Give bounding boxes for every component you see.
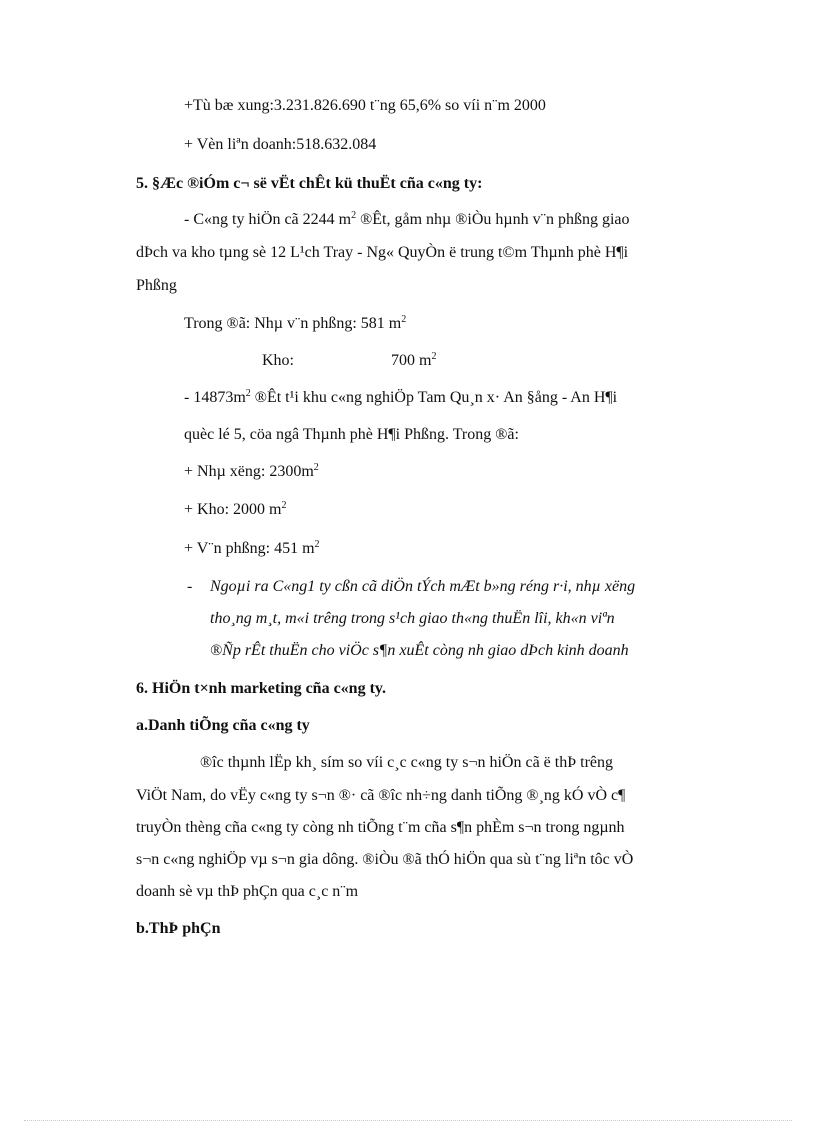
reputation-paragraph-line-1: ®îc thµnh lËp kh¸ sím so víi c¸c c«ng ty s¬n hiÖn cã ë thÞ trêng — [200, 754, 613, 771]
list-item-warehouse — [184, 500, 286, 520]
industrial-land-line-1 — [184, 388, 617, 408]
office-area-line — [184, 314, 406, 334]
superscript: 2 — [314, 539, 320, 550]
paragraph-area-line-3: Phßng — [136, 277, 177, 294]
list-item-warehouse-text: + Kho: 2000 m — [184, 501, 282, 518]
superscript: 2 — [431, 351, 437, 362]
warehouse-label: Kho: — [262, 352, 294, 369]
italic-paragraph-line-3: ®Ñp rÊt thuËn cho viÖc s¶n xuÊt còng nh giao dÞch kinh doanh — [210, 642, 629, 659]
list-item-office — [184, 539, 320, 559]
paragraph-area-line-2: dÞch va kho tµng sè 12 L¹ch Tray - Ng« QuyÒn ë trung t©m Thµnh phè H¶i — [136, 244, 629, 261]
italic-paragraph-line-1: Ngoµi ra C«ng1 ty cßn cã diÖn tÝch mÆt b»ng réng r·i, nhµ xëng — [210, 578, 636, 595]
text-line-von-lien-doanh: + Vèn liªn doanh:518.632.084 — [184, 136, 377, 153]
industrial-land-line-2: quèc lé 5, cöa ngâ Thµnh phè H¶i Phßng. Trong ®ã: — [184, 426, 519, 443]
paragraph-area-line-1 — [184, 210, 629, 230]
text-line-bo-sung: +Tù bæ xung:3.231.826.690 t¨ng 65,6% so víi n¨m 2000 — [184, 97, 546, 114]
subsection-heading-a: a.Danh tiÕng cña c«ng ty — [136, 717, 310, 734]
superscript: 2 — [245, 388, 251, 399]
section-heading-5: 5. §Æc ®iÓm c¬ së vËt chÊt kü thuËt cña c«ng ty: — [136, 175, 483, 192]
subsection-heading-b: b.ThÞ phÇn — [136, 920, 221, 937]
italic-bullet-dash: - — [187, 578, 193, 595]
paragraph-area-text-b: ®Êt, gåm nhµ ®iÒu hµnh v¨n phßng giao — [356, 211, 630, 228]
reputation-paragraph-line-2: ViÖt Nam, do vËy c«ng ty s¬n ®· cã ®îc nh÷ng danh tiÕng ®¸ng kÓ vÒ c¶ — [136, 787, 626, 804]
warehouse-value — [391, 351, 436, 371]
reputation-paragraph-line-4: s¬n c«ng nghiÖp vµ s¬n gia dông. ®iÒu ®ã thÓ hiÖn qua sù t¨ng liªn tôc vÒ — [136, 851, 634, 868]
italic-paragraph-line-2: tho¸ng m¸t, m«i trêng trong s¹ch giao th«ng thuËn lîi, kh«n viªn — [210, 610, 615, 627]
page-bottom-divider — [24, 1120, 792, 1121]
reputation-paragraph-line-3: truyÒn thèng cña c«ng ty còng nh tiÕng t¨m cña s¶n phÈm s¬n trong ngµnh — [136, 819, 625, 836]
list-item-workshop-text: + Nhµ xëng: 2300m — [184, 463, 314, 480]
industrial-land-text-b: ®Êt t¹i khu c«ng nghiÖp Tam Qu¸n x· An §ång - An H¶i — [250, 389, 618, 406]
paragraph-area-text-a: - C«ng ty hiÖn cã 2244 m — [184, 211, 352, 228]
superscript: 2 — [281, 500, 287, 511]
list-item-workshop — [184, 462, 319, 482]
industrial-land-text-a: - 14873m — [184, 389, 246, 406]
superscript: 2 — [351, 210, 357, 221]
superscript: 2 — [313, 462, 319, 473]
list-item-office-text: + V¨n phßng: 451 m — [184, 540, 315, 557]
reputation-paragraph-line-5: doanh sè vµ thÞ phÇn qua c¸c n¨m — [136, 883, 359, 900]
superscript: 2 — [401, 314, 407, 325]
section-heading-6: 6. HiÖn t×nh marketing cña c«ng ty. — [136, 680, 387, 697]
warehouse-value-text: 700 m — [391, 352, 432, 369]
office-area-text: Trong ®ã: Nhµ v¨n phßng: 581 m — [184, 315, 402, 332]
